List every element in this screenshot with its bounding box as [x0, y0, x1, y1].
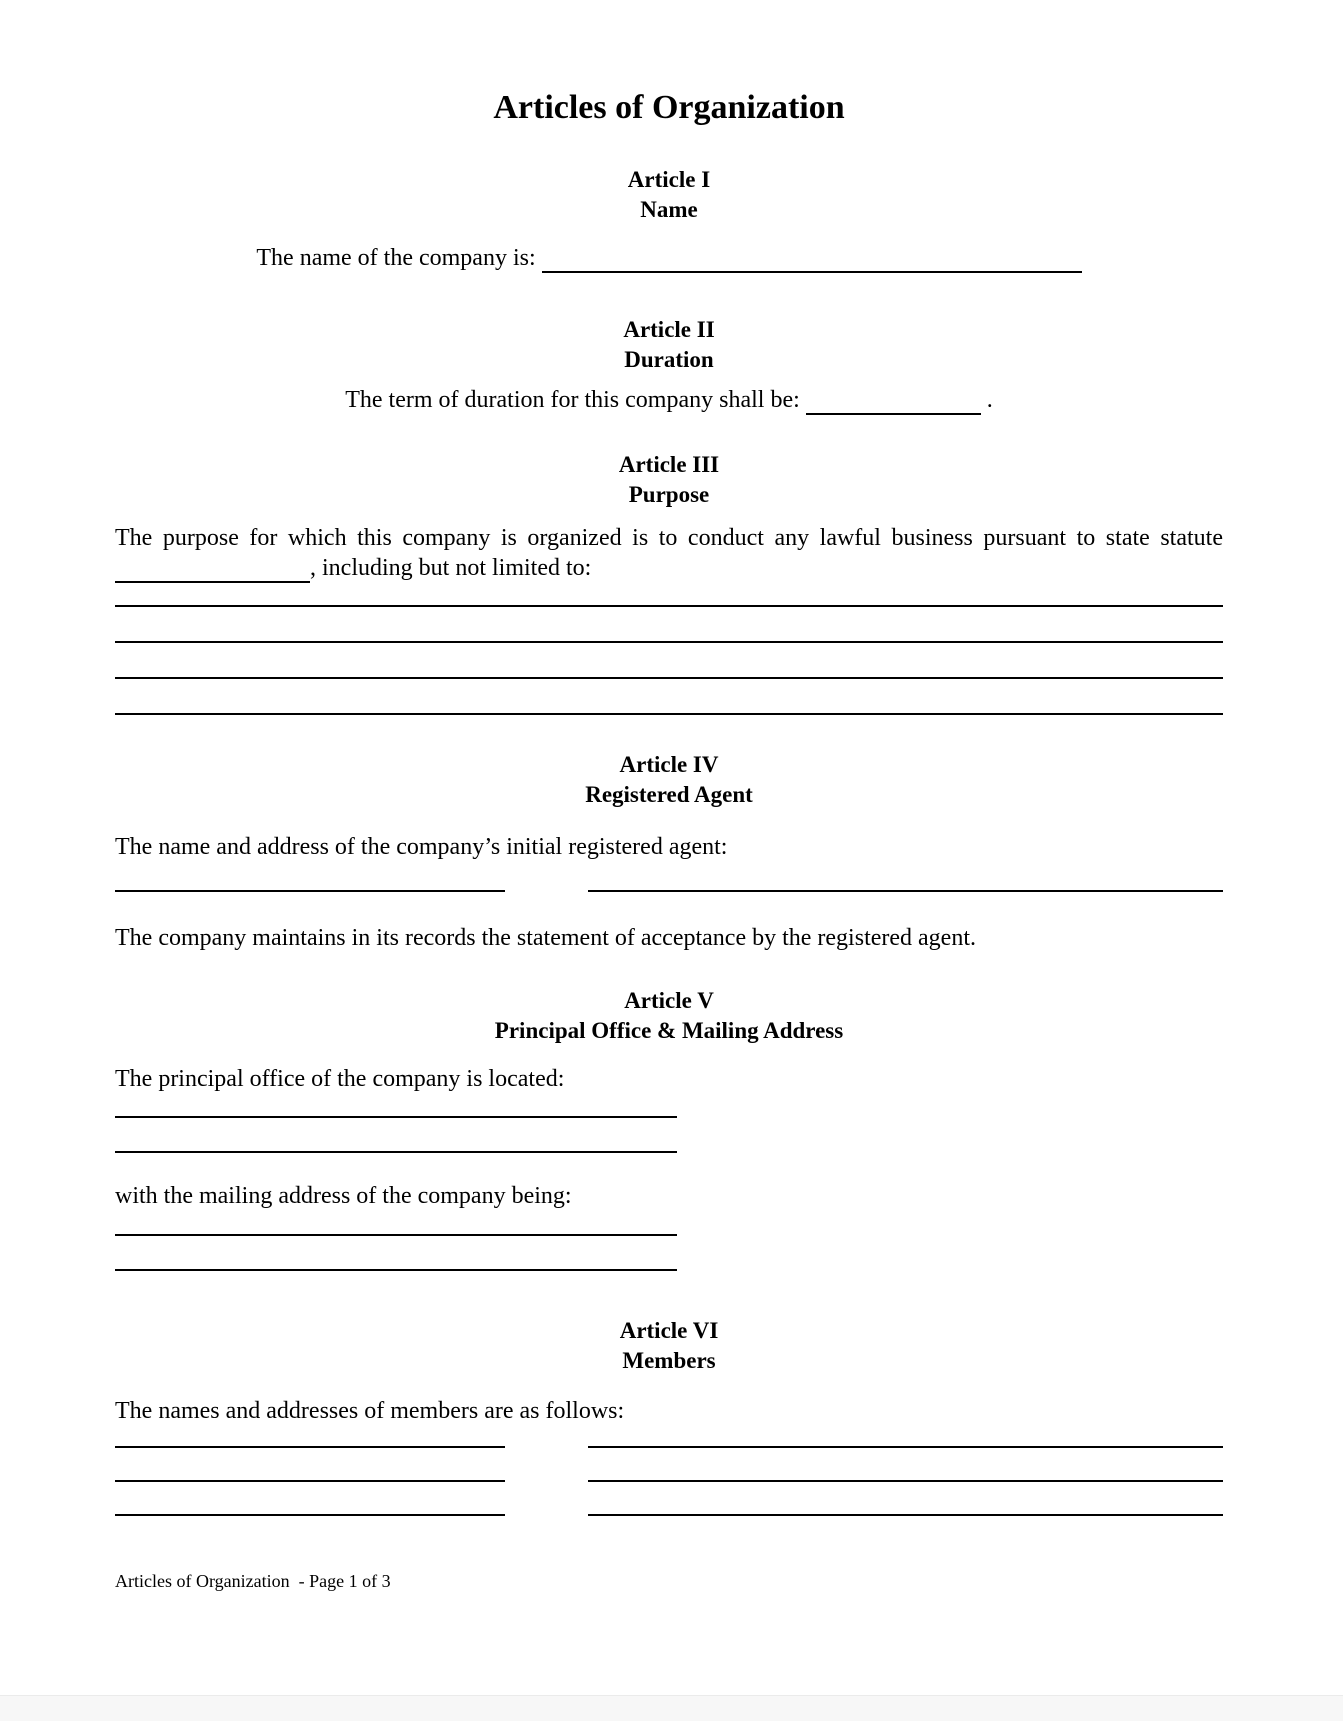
article-4-subheading: Registered Agent — [585, 782, 753, 807]
page-footer: Articles of Organization - Page 1 of 3 — [115, 1571, 391, 1591]
purpose-text-before: The purpose for which this company is organized is to conduct any lawful business pursuant to state statute — [115, 525, 1223, 551]
acceptance-note: The company maintains in its records the statement of acceptance by the registered agent. — [115, 925, 976, 951]
duration-period: . — [986, 387, 993, 413]
member-2-name-blank[interactable] — [115, 1480, 505, 1482]
article-3-heading-block — [115, 450, 1223, 510]
member-line-row-3 — [115, 1514, 1223, 1516]
page-break-strip — [0, 1695, 1343, 1721]
purpose-text-after: , including but not limited to: — [310, 555, 592, 581]
company-name-label: The name of the company is: — [256, 245, 536, 271]
agent-address-blank[interactable] — [588, 890, 1223, 892]
document-title: Articles of Organization — [493, 89, 845, 126]
mailing-address-line-2[interactable] — [115, 1269, 677, 1271]
article-6-heading-block — [115, 1316, 1223, 1376]
purpose-writing-line-3[interactable] — [115, 677, 1223, 679]
article-1-heading-block — [115, 165, 1223, 225]
purpose-writing-line-1[interactable] — [115, 605, 1223, 607]
duration-row — [115, 385, 1223, 415]
article-5-heading: Article V — [624, 988, 714, 1013]
article-6-heading: Article VI — [619, 1318, 719, 1343]
member-3-name-blank[interactable] — [115, 1514, 505, 1516]
article-6-subheading: Members — [622, 1348, 716, 1373]
member-1-name-blank[interactable] — [115, 1446, 505, 1448]
office-address-line-2[interactable] — [115, 1151, 677, 1153]
member-1-address-blank[interactable] — [588, 1446, 1223, 1448]
article-1-subheading: Name — [640, 197, 698, 222]
members-label: The names and addresses of members are as follows: — [115, 1398, 625, 1424]
registered-agent-line-row — [115, 890, 1223, 892]
article-4-heading: Article IV — [619, 752, 719, 777]
purpose-paragraph — [115, 523, 1223, 583]
article-2-heading: Article II — [623, 317, 715, 342]
agent-name-blank[interactable] — [115, 890, 505, 892]
company-name-row — [115, 243, 1223, 273]
purpose-writing-line-2[interactable] — [115, 641, 1223, 643]
office-address-line-1[interactable] — [115, 1116, 677, 1118]
article-4-heading-block — [115, 750, 1223, 810]
statute-blank[interactable] — [115, 555, 310, 583]
article-5-heading-block — [115, 986, 1223, 1046]
purpose-writing-line-4[interactable] — [115, 713, 1223, 715]
article-1-heading: Article I — [627, 167, 711, 192]
article-3-subheading: Purpose — [628, 482, 710, 507]
principal-office-label: The principal office of the company is located: — [115, 1066, 565, 1092]
member-line-row-2 — [115, 1480, 1223, 1482]
article-2-heading-block — [115, 315, 1223, 375]
mailing-address-line-1[interactable] — [115, 1234, 677, 1236]
registered-agent-label: The name and address of the company’s initial registered agent: — [115, 834, 728, 860]
duration-label: The term of duration for this company shall be: — [345, 387, 800, 413]
article-3-heading: Article III — [618, 452, 720, 477]
company-name-blank[interactable] — [542, 245, 1082, 273]
member-3-address-blank[interactable] — [588, 1514, 1223, 1516]
article-2-subheading: Duration — [624, 347, 714, 372]
mailing-address-label: with the mailing address of the company being: — [115, 1183, 572, 1209]
member-line-row-1 — [115, 1446, 1223, 1448]
article-5-subheading: Principal Office & Mailing Address — [494, 1018, 844, 1043]
duration-blank[interactable] — [806, 387, 981, 415]
member-2-address-blank[interactable] — [588, 1480, 1223, 1482]
